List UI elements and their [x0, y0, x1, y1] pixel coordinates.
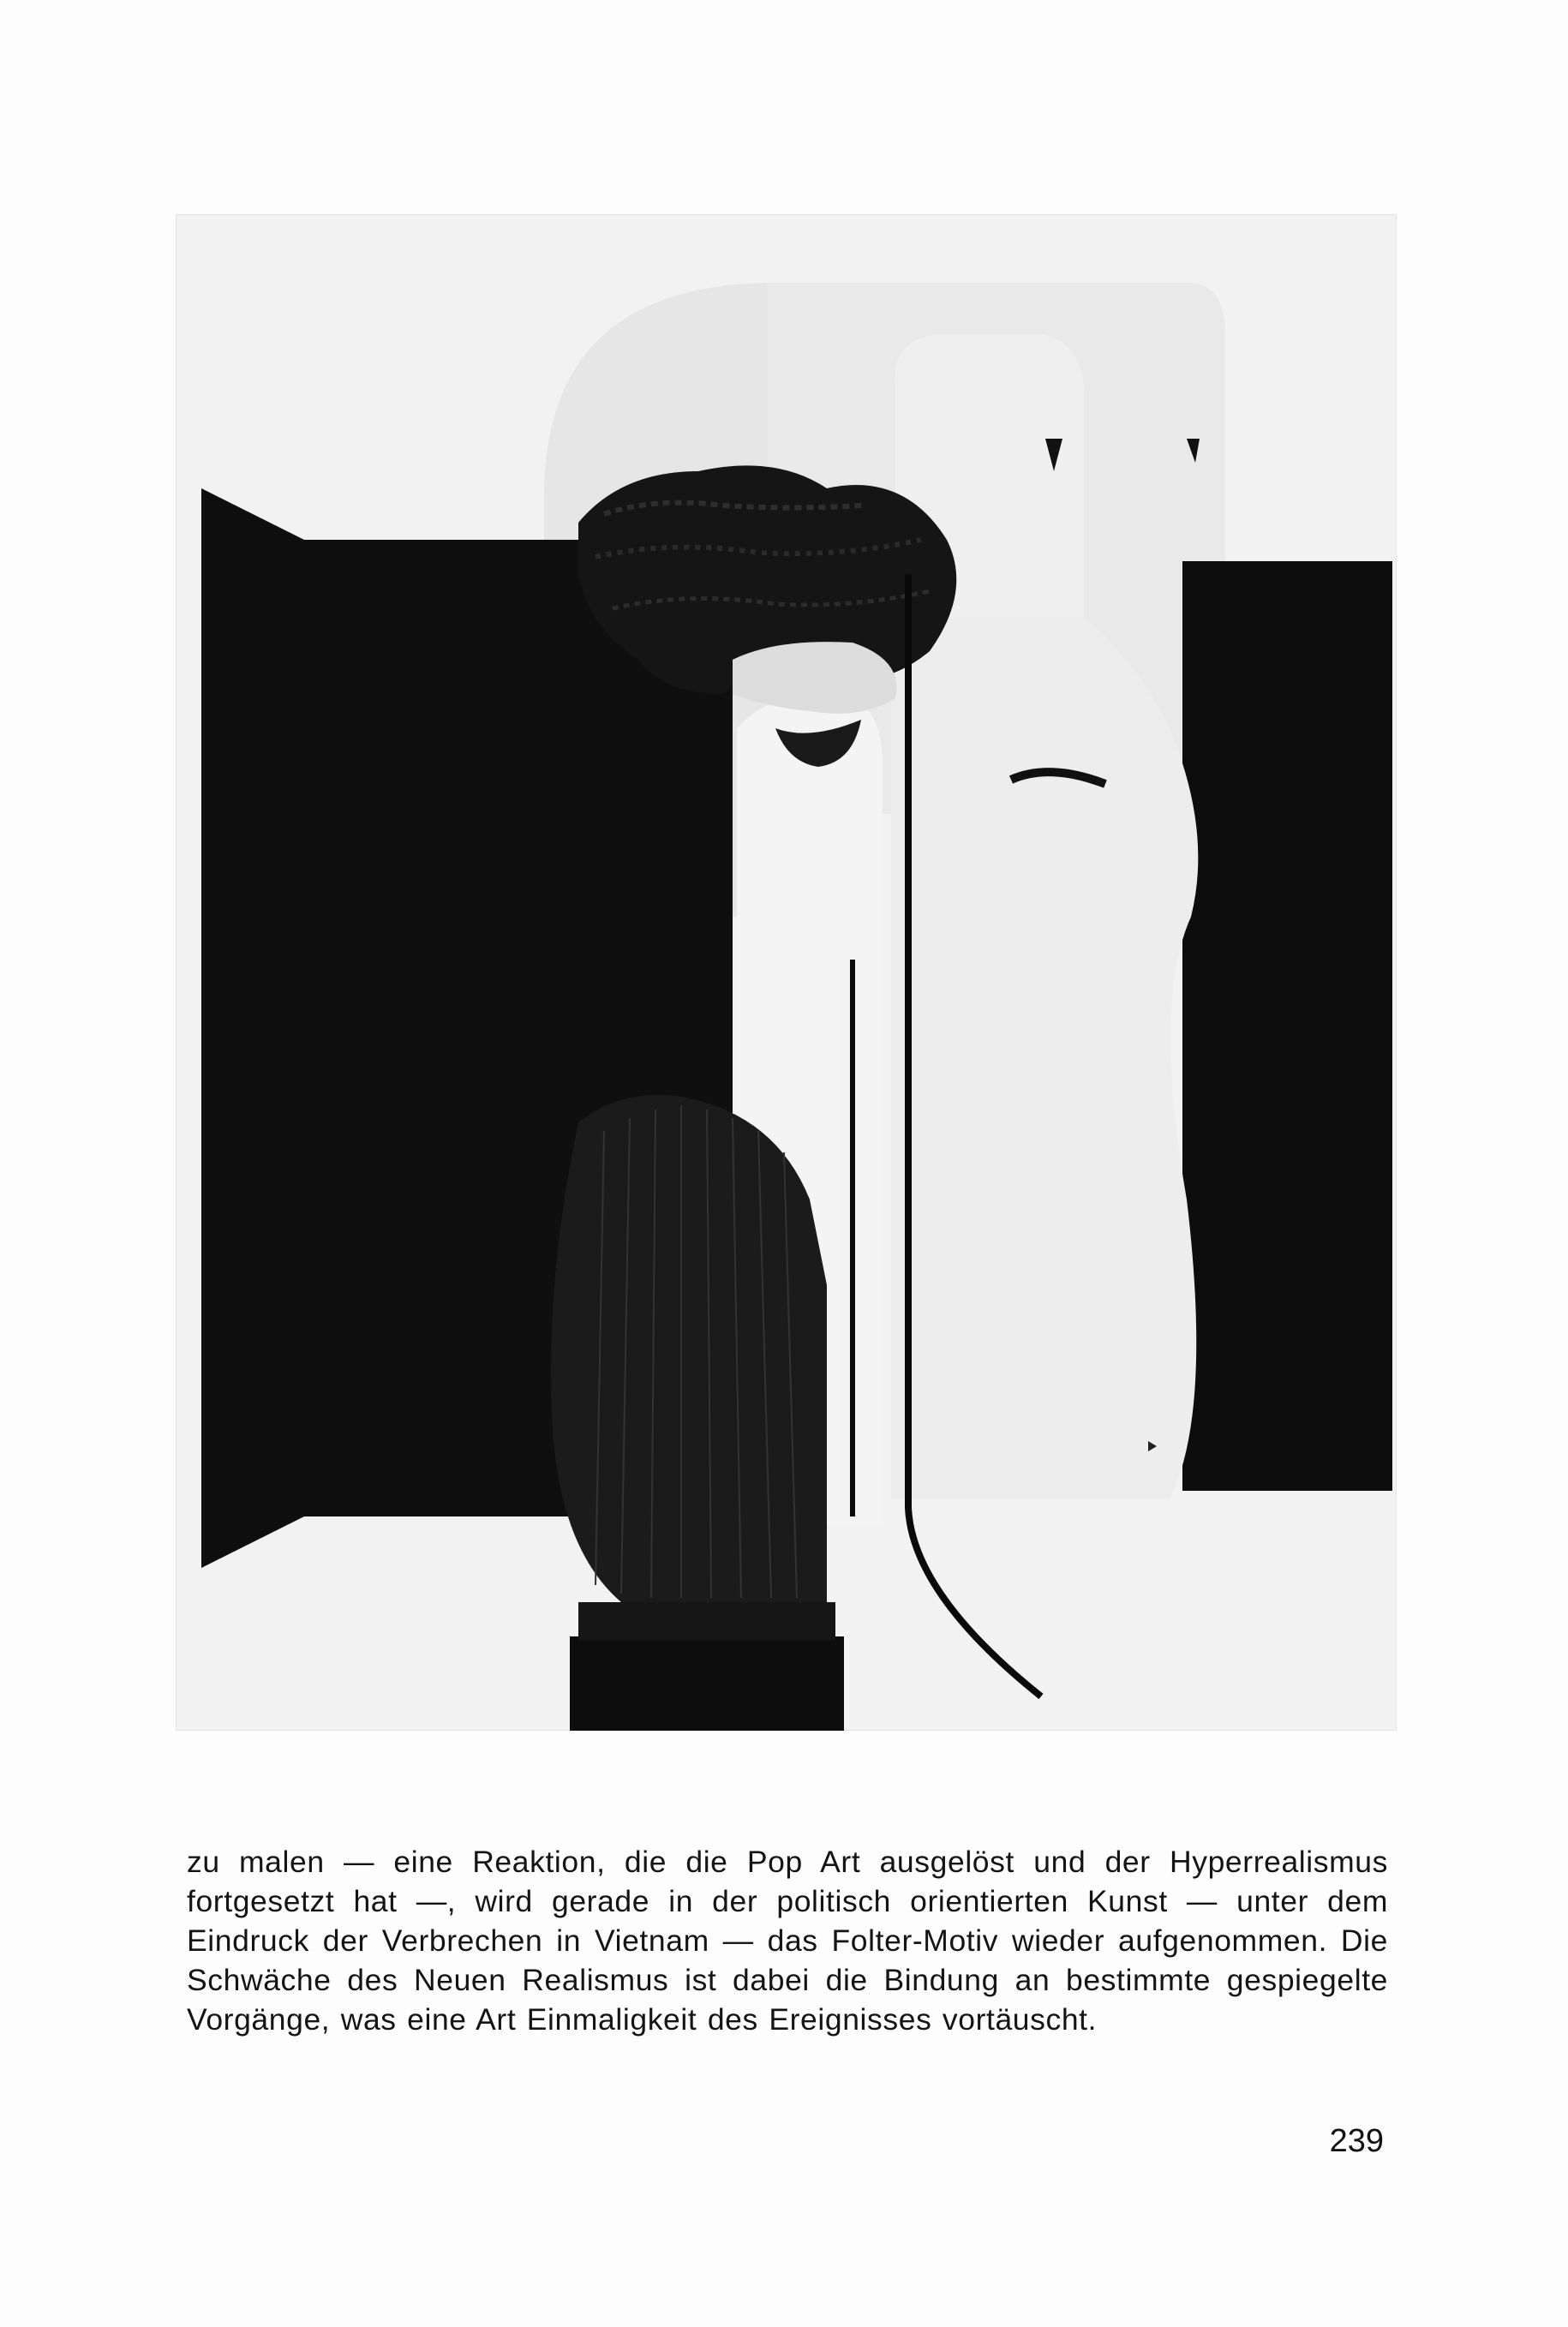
artwork-plate — [176, 214, 1397, 1731]
body-paragraph: zu malen — eine Reaktion, die die Pop Art ausgelöst und der Hyperrealismus fortgesetzt hat —, wird gerade in der politisch orientierten Kunst — unter dem Eindruck der Verbrechen in Vietnam — das Folter-Motiv wieder aufgenommen. Die Schwäche des Neuen Realismus ist dabei die Bindung an bestimmte gespiegelte Vorgänge, was eine Art Einmaligkeit des Ereignisses vortäuscht. — [187, 1845, 1388, 2037]
page-number: 239 — [1329, 2123, 1384, 2159]
artwork-illustration — [176, 214, 1397, 1731]
